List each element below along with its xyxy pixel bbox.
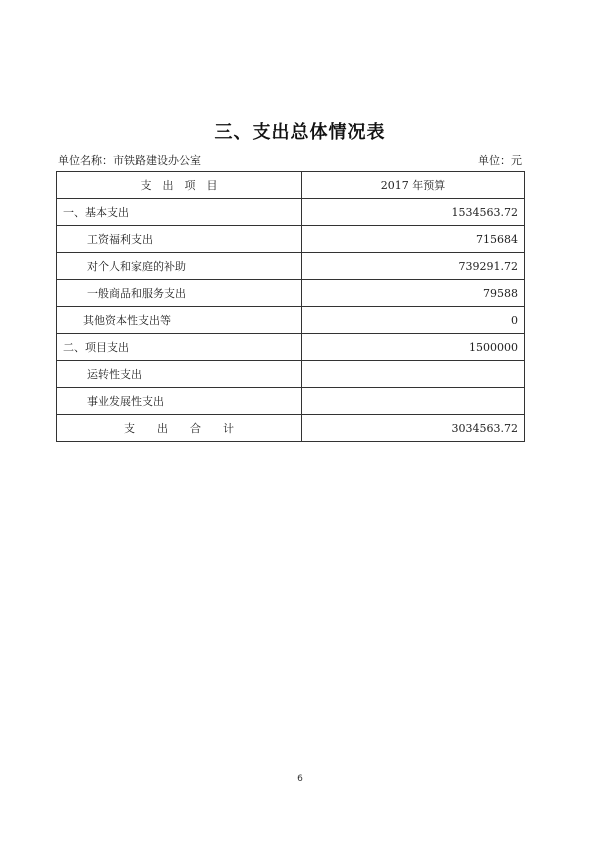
row-label: 二、项目支出 <box>57 334 302 361</box>
table-row <box>57 388 525 415</box>
row-label: 运转性支出 <box>57 361 302 388</box>
table-row <box>57 361 525 388</box>
table-row <box>57 307 525 334</box>
table-row <box>57 253 525 280</box>
row-value: 739291.72 <box>302 253 525 280</box>
table-header-row <box>57 172 525 199</box>
row-value: 0 <box>302 307 525 334</box>
row-label: 工资福利支出 <box>57 226 302 253</box>
row-value: 79588 <box>302 280 525 307</box>
row-label: 其他资本性支出等 <box>57 307 302 334</box>
row-value <box>302 361 525 388</box>
expenditure-table <box>56 171 525 442</box>
row-label: 对个人和家庭的补助 <box>57 253 302 280</box>
unit-name: 单位名称：市铁路建设办公室 <box>58 154 201 167</box>
total-value: 3034563.72 <box>302 415 525 442</box>
currency-unit: 单位：元 <box>478 154 522 167</box>
row-value: 715684 <box>302 226 525 253</box>
row-value: 1534563.72 <box>302 199 525 226</box>
header-budget: 2017 年预算 <box>302 172 525 199</box>
row-label: 事业发展性支出 <box>57 388 302 415</box>
page-title: 三、支出总体情况表 <box>214 122 386 143</box>
table-row <box>57 280 525 307</box>
row-value <box>302 388 525 415</box>
row-value: 1500000 <box>302 334 525 361</box>
unit-info-row <box>58 152 522 168</box>
page-number: 6 <box>297 774 303 784</box>
table-row <box>57 334 525 361</box>
row-label: 一般商品和服务支出 <box>57 280 302 307</box>
header-item: 支 出 项 目 <box>57 172 302 199</box>
table-row <box>57 199 525 226</box>
table-row <box>57 226 525 253</box>
table-total-row <box>57 415 525 442</box>
total-label: 支 出 合 计 <box>57 415 302 442</box>
row-label: 一、基本支出 <box>57 199 302 226</box>
